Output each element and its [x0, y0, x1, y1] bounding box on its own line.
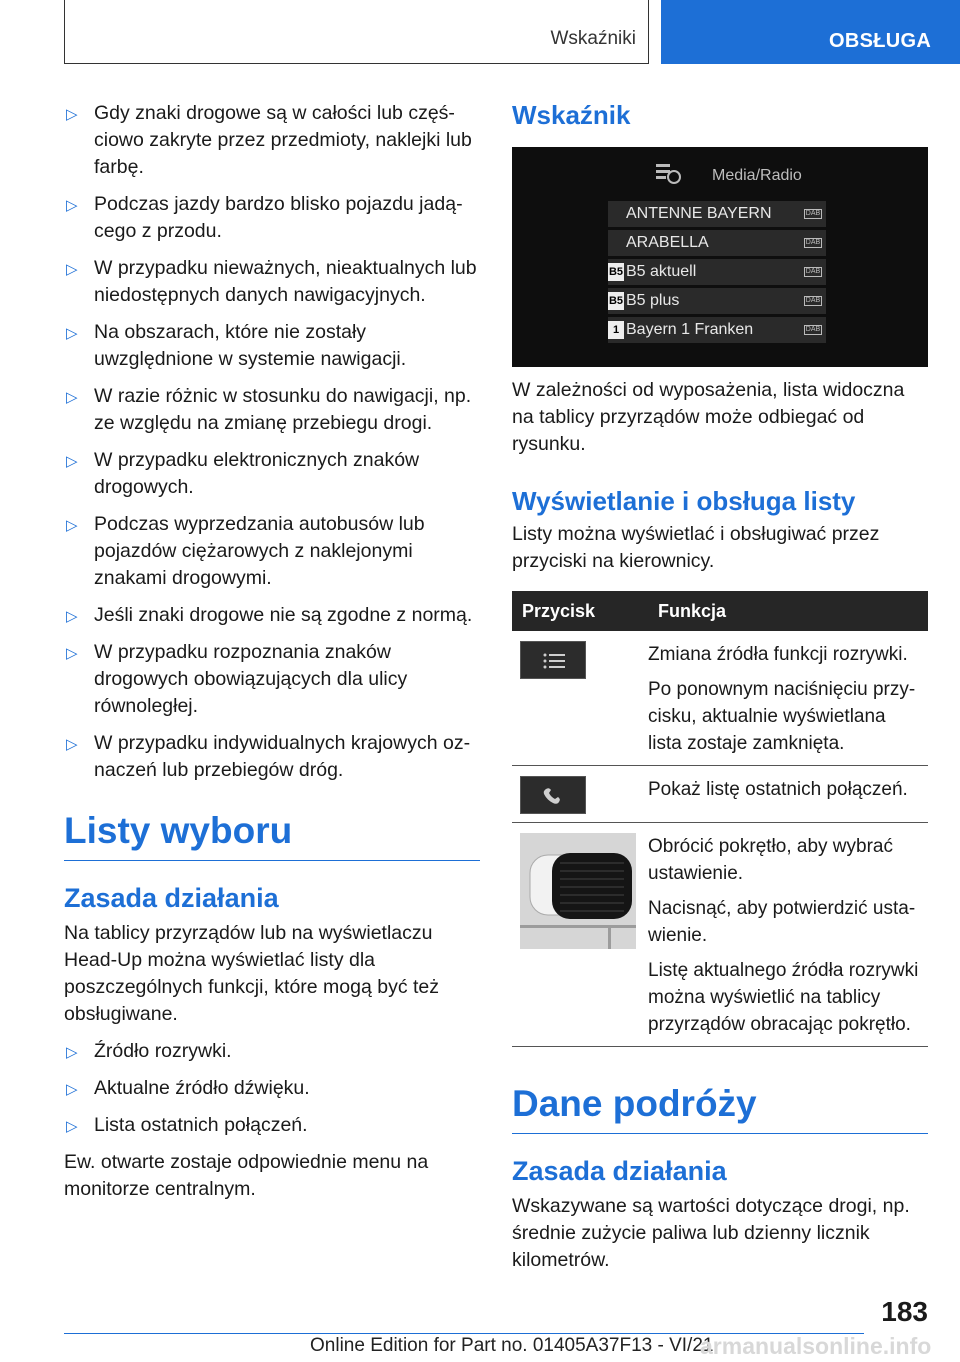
right-column — [512, 100, 928, 1274]
heading-display-list: Wyświetlanie i obsługa listy — [512, 486, 856, 516]
heading-principle: Zasada działania — [64, 883, 279, 913]
table-row — [512, 823, 928, 1047]
edition-text: Online Edition for Part no. 01405A37F13 - VI/21 — [310, 1335, 714, 1356]
triangle-bullet-icon: ▷ — [66, 1118, 78, 1135]
list-button-icon — [520, 641, 586, 679]
station-logo-icon: 1 — [608, 321, 624, 339]
function-text: Po ponownym naciśnięciu przycisku, aktualnie wyświetlana lista zostaje zamknięta. — [648, 679, 916, 754]
display-intro: Listy można wyświetlać i obsługiwać przez przyciski na kierownicy. — [512, 523, 880, 572]
list-item: ▷ Lista ostatnich połączeń. — [64, 1112, 480, 1139]
list-item: ▷ Gdy znaki drogowe są w całości lub częściowo zakryte przez przedmioty, naklejki lub farbę. — [66, 102, 472, 178]
triangle-bullet-icon: ▷ — [66, 645, 78, 662]
header-frame — [64, 0, 649, 64]
image-caption: W zależności od wyposażenia, lista widoczna na tablicy przyrządów może odbiegać od rysunku. — [512, 379, 905, 455]
triangle-bullet-icon: ▷ — [66, 325, 78, 342]
heading-trip-data: Dane podróży — [512, 1083, 928, 1134]
station-logo-icon: B5 — [608, 292, 624, 310]
phone-button-icon — [520, 776, 586, 814]
triangle-bullet-icon: ▷ — [66, 453, 78, 470]
left-column — [64, 100, 480, 1203]
list-item: ▷ Jeśli znaki drogowe nie są zgodne z normą. — [64, 602, 480, 629]
list-item: ▷ Podczas wyprzedzania autobusów lub pojazdów ciężarowych z naklejonymi znakami drogowymi. — [66, 513, 425, 589]
triangle-bullet-icon: ▷ — [66, 608, 78, 625]
intro-paragraph: Na tablicy przyrządów lub na wyświetlaczu Head-Up można wyświetlać listy dla poszczególnych funkcji, które mogą być też obsługiwane. — [64, 922, 440, 1025]
function-text: Listę aktualnego źródła rozrywki można wyświetlić na tablicy przyrządów obracając pokrętło. — [648, 960, 919, 1035]
list-item: ▷ Na obszarach, które nie zostały uwzględnione w systemie nawigacji. — [66, 321, 407, 370]
dab-icon: DAB — [805, 210, 821, 217]
triangle-bullet-icon: ▷ — [66, 106, 78, 123]
station-logo-icon: B5 — [608, 263, 624, 281]
function-text: Pokaż listę ostatnich połączeń. — [648, 779, 908, 800]
limitations-list — [64, 100, 480, 784]
function-text: Obrócić pokrętło, aby wybrać ustawienie. — [648, 836, 893, 884]
buttons-table — [512, 591, 928, 1047]
chapter-tab[interactable]: OBSŁUGA — [661, 0, 960, 64]
dab-icon: DAB — [805, 326, 821, 333]
triangle-bullet-icon: ▷ — [66, 736, 78, 753]
section-title: Wskaźniki — [550, 28, 636, 49]
list-item: ▷ Źródło rozrywki. — [64, 1038, 480, 1065]
list-item: ▷ W przypadku elektronicznych znaków drogowych. — [66, 449, 420, 498]
screen-title: Media/Radio — [712, 167, 802, 184]
outro-paragraph: Ew. otwarte zostaje odpowiednie menu na monitorze centralnym. — [64, 1151, 429, 1200]
triangle-bullet-icon: ▷ — [66, 1044, 78, 1061]
list-item: ▷ Aktualne źródło dźwięku. — [64, 1075, 480, 1102]
triangle-bullet-icon: ▷ — [66, 261, 78, 278]
table-row — [512, 631, 928, 766]
heading-indicator: Wskaźnik — [512, 100, 631, 130]
table-header-button: Przycisk — [512, 591, 648, 631]
function-text: Zmiana źródła funkcji rozrywki. — [648, 644, 908, 665]
dab-icon: DAB — [805, 297, 821, 304]
thumbwheel-icon — [520, 833, 636, 949]
table-header-function: Funkcja — [648, 591, 928, 631]
list-item: ▷ W razie różnic w stosunku do nawigacji, np. ze względu na zmianę przebiegu drogi. — [66, 385, 472, 434]
list-item: ▷ W przypadku rozpoznania znaków drogowych obowiązujących dla ulicy równoległej. — [66, 641, 408, 717]
watermark-logo: armanualsonline.info — [700, 1333, 932, 1359]
lists-bullets — [64, 1038, 480, 1139]
page-number: 183 — [881, 1296, 928, 1327]
dab-icon: DAB — [805, 239, 821, 246]
triangle-bullet-icon: ▷ — [66, 197, 78, 214]
display-screenshot — [512, 147, 928, 367]
dab-icon: DAB — [805, 268, 821, 275]
station-row[interactable]: B5 B5 plus — [608, 288, 826, 314]
list-item: ▷ Podczas jazdy bardzo blisko pojazdu jadącego z przodu. — [66, 193, 463, 242]
trip-paragraph: Wskazywane są wartości dotyczące drogi, np. średnie zużycie paliwa lub dzienny licznik kilometrów. — [512, 1195, 910, 1271]
triangle-bullet-icon: ▷ — [66, 389, 78, 406]
table-row — [512, 766, 928, 823]
heading-selection-lists: Listy wyboru — [64, 810, 480, 861]
list-item: ▷ W przypadku indywidualnych krajowych oznaczeń lub przebiegów dróg. — [66, 732, 471, 781]
station-row[interactable]: B5 B5 aktuell — [608, 259, 826, 285]
media-radio-icon — [654, 161, 682, 185]
triangle-bullet-icon: ▷ — [66, 1081, 78, 1098]
station-row[interactable]: 1 Bayern 1 Franken — [608, 317, 826, 343]
heading-trip-principle: Zasada działania — [512, 1156, 727, 1186]
triangle-bullet-icon: ▷ — [66, 517, 78, 534]
function-text: Nacisnąć, aby potwierdzić ustawienie. — [648, 898, 916, 946]
station-row[interactable]: ANTENNE BAYERN — [608, 201, 826, 227]
station-row[interactable]: ARABELLA — [608, 230, 826, 256]
list-item: ▷ W przypadku nieważnych, nieaktualnych lub niedostępnych danych nawigacyjnych. — [66, 257, 477, 306]
